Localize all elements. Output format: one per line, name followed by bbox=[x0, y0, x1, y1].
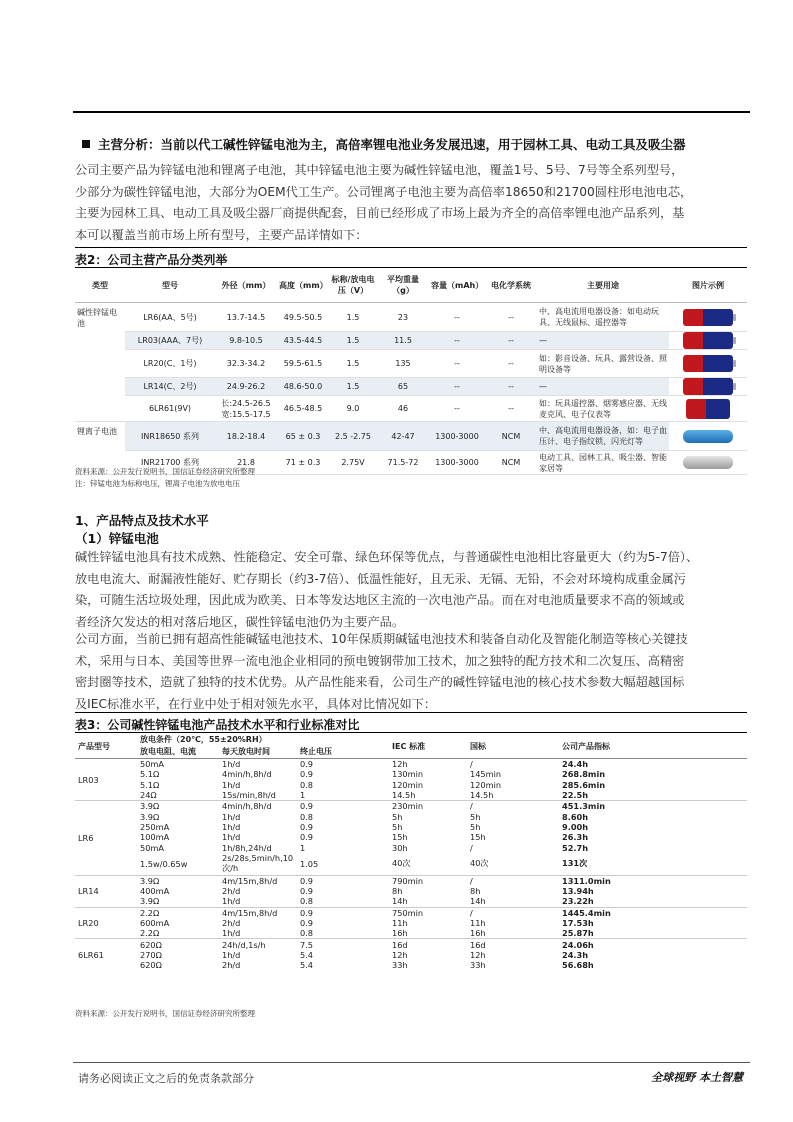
heading-text: 主营分析：当前以代工碱性锌锰电池为主，高倍率锂电池业务发展迅速，用于园林工具、电动工具及吸尘器 bbox=[98, 137, 686, 152]
endv-cell: 0.8 bbox=[300, 896, 314, 907]
footer-rule bbox=[73, 1062, 750, 1063]
dia-cell: 32.3-34.2 bbox=[215, 350, 277, 378]
time-cell: 1h/d bbox=[222, 949, 241, 960]
intro-line: 公司主要产品为锌锰电池和锂离子电池，其中锌锰电池主要为碱性锌锰电池，覆盖1号、5号、7号等全系列型号， bbox=[75, 163, 684, 177]
para-line: 碱性锌锰电池具有技术成熟、性能稳定、安全可靠、绿色环保等优点，与普通碳性电池相比容量更大（约为5-7倍）、 bbox=[75, 550, 699, 564]
volt-cell: 9.0 bbox=[329, 396, 377, 422]
table3-row bbox=[75, 875, 747, 886]
table3-caption: 表3：公司碱性锌锰电池产品技术水平和行业标准对比 bbox=[75, 718, 360, 732]
table3-row bbox=[75, 928, 747, 939]
time-cell: 1h/d bbox=[222, 832, 241, 843]
image-cell bbox=[669, 396, 747, 422]
company-cell: 24.06h bbox=[559, 939, 747, 950]
endv-cell: 0.9 bbox=[300, 918, 314, 928]
weight-cell: 11.5 bbox=[377, 332, 429, 350]
load-cell: 2.2Ω bbox=[140, 928, 160, 939]
height-cell: 71 ± 0.3 bbox=[277, 451, 329, 475]
use-cell: 电动工具、园林工具、吸尘器、智能家居等 bbox=[539, 452, 667, 473]
endv-cell: 0.8 bbox=[300, 928, 314, 939]
iec-cell: 750min bbox=[389, 907, 467, 918]
blue-cell-icon bbox=[683, 430, 733, 443]
endv-cell: 0.9 bbox=[300, 769, 314, 780]
company-cell: 22.5h bbox=[562, 790, 589, 801]
time-cell: 4min/h,8h/d bbox=[222, 769, 272, 780]
table3-row bbox=[75, 842, 747, 852]
time-cell: 2s/28s,5min/h,10次/h bbox=[222, 853, 294, 874]
col-header: 产品型号 bbox=[75, 734, 137, 759]
dia-cell: 24.9-26.2 bbox=[215, 378, 277, 396]
table2-header-row bbox=[75, 268, 747, 303]
cap-cell: -- bbox=[429, 332, 485, 350]
cap-cell: -- bbox=[429, 396, 485, 422]
company-cell: 23.22h bbox=[562, 896, 594, 907]
iec-cell: 5h bbox=[392, 811, 403, 822]
volt-cell: 2.5 -2.75 bbox=[329, 422, 377, 451]
iec-cell: 790min bbox=[389, 875, 467, 886]
model-cell: LR14(C、2号) bbox=[125, 378, 215, 396]
section-heading bbox=[82, 135, 686, 153]
endv-cell: 0.9 bbox=[297, 907, 389, 918]
gb-cell: 12h bbox=[470, 949, 486, 960]
table3-top-rule bbox=[75, 712, 747, 713]
para-line: 术，采用与日本、美国等世界一流电池企业相同的预电镀钢带加工技术，加之独特的配方技术和二次复压、高精密 bbox=[75, 653, 685, 668]
col-header: 型号 bbox=[125, 268, 215, 303]
company-cell: 131次 bbox=[562, 858, 588, 869]
paragraph-zinc bbox=[75, 547, 747, 633]
tech-comparison-table bbox=[75, 734, 747, 970]
table3-source: 资料来源：公开发行说明书，国信证券经济研究所整理 bbox=[75, 1009, 255, 1018]
chem-cell: -- bbox=[485, 303, 537, 332]
iec-cell: 5h bbox=[392, 821, 403, 832]
image-cell bbox=[669, 422, 747, 451]
weight-cell: 135 bbox=[377, 350, 429, 378]
weight-cell: 42-47 bbox=[377, 422, 429, 451]
iec-cell: 30h bbox=[392, 842, 408, 853]
red-battery-icon bbox=[683, 378, 733, 395]
model-cell: 6LR61 bbox=[75, 939, 137, 970]
col-header: 外径（mm） bbox=[215, 268, 277, 303]
use-cell: 中、高电流用电器设备：如电动玩具、无线鼠标、遥控器等 bbox=[537, 303, 669, 332]
dia-cell: 18.2-18.4 bbox=[215, 422, 277, 451]
col-header: 高度（mm） bbox=[277, 268, 329, 303]
volt-cell: 1.5 bbox=[329, 350, 377, 378]
col-header: 每天放电时间 bbox=[219, 745, 297, 758]
iec-cell: 16h bbox=[392, 928, 408, 939]
gb-cell: 14.5h bbox=[470, 790, 494, 801]
paragraph-company bbox=[75, 629, 747, 715]
load-cell: 3.9Ω bbox=[137, 801, 219, 812]
gb-cell: / bbox=[470, 842, 473, 853]
weight-cell: 23 bbox=[377, 303, 429, 332]
iec-cell: 15h bbox=[392, 832, 408, 843]
table3-row bbox=[75, 801, 747, 812]
time-cell: 15s/min,8h/d bbox=[222, 790, 276, 801]
load-cell: 24Ω bbox=[140, 790, 157, 801]
company-cell: 56.68h bbox=[562, 960, 594, 971]
endv-cell: 0.9 bbox=[300, 821, 314, 832]
company-cell: 8.60h bbox=[562, 811, 589, 822]
time-cell: 1h/d bbox=[222, 928, 241, 939]
company-cell: 52.7h bbox=[562, 842, 589, 853]
load-cell: 3.9Ω bbox=[140, 896, 160, 907]
endv-cell: 1 bbox=[300, 842, 306, 853]
table2-row bbox=[75, 422, 747, 451]
height-cell: 43.5-44.5 bbox=[277, 332, 329, 350]
intro-line: 少部分为碳性锌锰电池，大部分为OEM代工生产。公司锂离子电池主要为高倍率18650和21700圆柱形电池电芯， bbox=[75, 184, 693, 199]
table2-source: 资料来源：公开发行说明书，国信证券经济研究所整理 bbox=[75, 467, 255, 476]
table3-row bbox=[75, 939, 747, 950]
time-cell: 1h/d bbox=[222, 779, 241, 790]
height-cell: 65 ± 0.3 bbox=[277, 422, 329, 451]
footer-disclaimer: 请务必阅读正文之后的免责条款部分 bbox=[78, 1072, 254, 1085]
image-cell bbox=[669, 378, 747, 396]
table2-row bbox=[75, 303, 747, 332]
use-cell: 中、高电流用电器设备，如：电子血压计、电子指纹锁、闪光灯等 bbox=[537, 422, 669, 451]
col-header: 容量（mAh） bbox=[429, 268, 485, 303]
intro-line: 主要为园林工具、电动工具及吸尘器厂商提供配套，目前已经形成了市场上最为齐全的高倍率锂电池产品系列，基 bbox=[75, 206, 685, 220]
time-cell: 2h/d bbox=[222, 918, 241, 928]
time-cell: 1h/d bbox=[222, 821, 241, 832]
para-line: 放电电流大、耐漏液性能好、贮存期长（约3-7倍）、低温性能好，且无汞、无镉、无铅，不会对环境构成重金属污 bbox=[75, 571, 686, 586]
endv-cell: 0.9 bbox=[300, 759, 314, 770]
load-cell: 620Ω bbox=[140, 960, 162, 971]
image-cell bbox=[669, 451, 747, 475]
9v-battery-icon bbox=[686, 399, 730, 419]
company-cell: 285.6min bbox=[562, 779, 606, 790]
iec-cell: 14.5h bbox=[392, 790, 416, 801]
endv-cell: 0.9 bbox=[300, 886, 314, 897]
image-cell bbox=[669, 303, 747, 332]
model-cell: LR03(AAA、7号) bbox=[125, 332, 215, 350]
load-cell: 400mA bbox=[140, 886, 170, 897]
height-cell: 48.6-50.0 bbox=[277, 378, 329, 396]
col-header: 标称/放电电压（V） bbox=[329, 268, 377, 303]
load-cell: 600mA bbox=[140, 918, 170, 928]
product-table bbox=[75, 268, 747, 475]
use-cell: — bbox=[537, 332, 669, 350]
col-header: IEC 标准 bbox=[389, 734, 467, 759]
table2-row bbox=[75, 350, 747, 378]
gb-cell: 5h bbox=[470, 821, 481, 832]
col-header: 图片示例 bbox=[669, 268, 747, 303]
table3-row bbox=[75, 832, 747, 842]
endv-cell: 7.5 bbox=[297, 939, 389, 950]
table3-row bbox=[75, 769, 747, 779]
cap-cell: -- bbox=[429, 350, 485, 378]
table3-row bbox=[75, 780, 747, 790]
table2-row bbox=[75, 396, 747, 422]
header-rule bbox=[73, 111, 750, 113]
table3-row bbox=[75, 811, 747, 821]
table2-top-rule bbox=[75, 247, 747, 248]
load-cell: 3.9Ω bbox=[137, 875, 219, 886]
image-cell bbox=[669, 332, 747, 350]
col-header: 国标 bbox=[467, 734, 559, 759]
iec-cell: 12h bbox=[392, 949, 408, 960]
chem-cell: NCM bbox=[485, 451, 537, 475]
time-cell: 24h/d,1s/h bbox=[219, 939, 297, 950]
volt-cell: 2.75V bbox=[329, 451, 377, 475]
endv-cell: 0.8 bbox=[300, 779, 314, 790]
load-cell: 50mA bbox=[140, 759, 164, 770]
para-line: 公司方面，当前已拥有超高性能碱锰电池技术、10年保质期碱锰电池技术和装备自动化及智能化制造等核心关键技 bbox=[75, 632, 688, 646]
iec-cell: 11h bbox=[392, 918, 408, 928]
time-cell: 1h/d bbox=[222, 896, 241, 907]
table2-note: 注：锌锰电池为标称电压，锂离子电池为放电电压 bbox=[75, 479, 240, 488]
time-cell: 4min/h,8h/d bbox=[219, 801, 297, 812]
load-cell: 50mA bbox=[140, 842, 164, 853]
company-cell: 17.53h bbox=[562, 918, 594, 928]
company-cell: 24.4h bbox=[562, 759, 589, 770]
gb-cell: / bbox=[467, 907, 559, 918]
cap-cell: -- bbox=[429, 303, 485, 332]
gb-cell: 11h bbox=[470, 918, 486, 928]
model-cell: LR03 bbox=[78, 774, 99, 785]
endv-cell: 0.9 bbox=[297, 875, 389, 886]
time-cell: 1h/d bbox=[222, 759, 241, 770]
para-line: 密封圈等技术，造就了独特的技术优势。从产品性能来看，公司生产的碱性锌锰电池的核心技术参数大幅超越国标 bbox=[75, 675, 685, 689]
col-header: 平均重量（g） bbox=[377, 268, 429, 303]
gb-cell: 120min bbox=[470, 779, 502, 790]
time-cell: 4m/15m,8h/d bbox=[219, 875, 297, 886]
load-cell: 5.1Ω bbox=[140, 769, 160, 780]
col-header: 类型 bbox=[75, 268, 125, 303]
endv-cell: 0.8 bbox=[300, 811, 314, 822]
volt-cell: 1.5 bbox=[329, 378, 377, 396]
intro-paragraph bbox=[75, 160, 747, 246]
weight-cell: 65 bbox=[377, 378, 429, 396]
col-header: 电化学系统 bbox=[485, 268, 537, 303]
model-cell: 6LR61(9V) bbox=[125, 396, 215, 422]
cap-cell: 1300-3000 bbox=[429, 451, 485, 475]
gb-cell: / bbox=[470, 759, 473, 770]
table3-row bbox=[75, 907, 747, 918]
para-line: 染，可随生活垃圾处理，因此成为欧美、日本等发达地区主流的一次电池产品。而在对电池质量要求不高的领域或 bbox=[75, 593, 685, 607]
bullet-square-icon bbox=[82, 140, 90, 148]
weight-cell: 46 bbox=[377, 396, 429, 422]
height-cell: 46.5-48.5 bbox=[277, 396, 329, 422]
iec-cell: 8h bbox=[392, 886, 403, 897]
red-battery-icon bbox=[683, 355, 733, 372]
col-header: 放电条件（20℃，55±20%RH） bbox=[140, 735, 267, 745]
use-cell: — bbox=[537, 378, 669, 396]
table3-row bbox=[75, 853, 747, 876]
volt-cell: 1.5 bbox=[329, 303, 377, 332]
iec-cell: 130min bbox=[392, 769, 424, 780]
gb-cell: 33h bbox=[470, 960, 486, 971]
table3-caption-rule bbox=[75, 732, 747, 733]
height-cell: 59.5-61.5 bbox=[277, 350, 329, 378]
weight-cell: 71.5-72 bbox=[377, 451, 429, 475]
dia-cell: 长:24.5-26.5 宽:15.5-17.5 bbox=[215, 396, 277, 422]
use-cell: 如：影音设备、玩具、露营设备、照明设备等 bbox=[537, 350, 669, 378]
model-cell: LR6(AA、5号) bbox=[125, 303, 215, 332]
endv-cell: 0.9 bbox=[300, 832, 314, 843]
col-header: 公司产品指标 bbox=[559, 734, 747, 759]
load-cell: 3.9Ω bbox=[140, 811, 160, 822]
dia-cell: 13.7-14.5 bbox=[215, 303, 277, 332]
gb-cell: 15h bbox=[470, 832, 486, 843]
company-cell: 25.87h bbox=[562, 928, 594, 939]
time-cell: 1h/8h,24h/d bbox=[222, 842, 272, 853]
load-cell: 100mA bbox=[140, 832, 170, 843]
gb-cell: 16h bbox=[470, 928, 486, 939]
table3-row bbox=[75, 886, 747, 896]
height-cell: 49.5-50.5 bbox=[277, 303, 329, 332]
load-cell: 250mA bbox=[140, 821, 170, 832]
company-cell: 26.3h bbox=[562, 832, 589, 843]
table3-row bbox=[75, 822, 747, 832]
load-cell: 270Ω bbox=[140, 949, 162, 960]
table3-row bbox=[75, 918, 747, 928]
para-line: 者经济欠发达的相对落后地区，碳性锌锰电池仍为主要产品。 bbox=[75, 614, 405, 629]
model-cell: INR21700 系列 bbox=[125, 451, 215, 475]
load-cell: 5.1Ω bbox=[140, 779, 160, 790]
company-cell: 13.94h bbox=[562, 886, 594, 897]
type-cell: 碱性锌锰电池 bbox=[75, 303, 125, 422]
table3-row bbox=[75, 790, 747, 801]
load-cell: 1.5w/0.65w bbox=[140, 858, 188, 869]
col-header: 主要用途 bbox=[537, 268, 669, 303]
chem-cell: -- bbox=[485, 378, 537, 396]
gb-cell: 16d bbox=[467, 939, 559, 950]
cap-cell: 1300-3000 bbox=[429, 422, 485, 451]
endv-cell: 5.4 bbox=[300, 949, 314, 960]
cap-cell: -- bbox=[429, 378, 485, 396]
gb-cell: 8h bbox=[470, 886, 481, 897]
company-cell: 1311.0min bbox=[559, 875, 747, 886]
use-cell: 如：玩具遥控器、烟雾感应器、无线麦克风、电子仪表等 bbox=[537, 396, 669, 422]
endv-cell: 1.05 bbox=[300, 858, 319, 869]
dia-cell: 9.8-10.5 bbox=[215, 332, 277, 350]
red-battery-icon bbox=[683, 332, 733, 349]
footer-slogan: 全球视野 本土智慧 bbox=[651, 1071, 743, 1084]
model-cell: LR6 bbox=[75, 801, 137, 875]
table3-row bbox=[75, 960, 747, 970]
iec-cell: 120min bbox=[392, 779, 424, 790]
col-header: 终止电压 bbox=[297, 745, 389, 758]
dia-cell: 21.8 bbox=[215, 451, 277, 475]
table2-row bbox=[75, 378, 747, 396]
col-header: 放电电阻、电流 bbox=[137, 745, 219, 758]
model-cell: LR14 bbox=[75, 875, 137, 907]
table3-row bbox=[75, 950, 747, 960]
iec-cell: 14h bbox=[392, 896, 408, 907]
type-cell: 锂离子电池 bbox=[75, 422, 125, 475]
model-cell: LR20 bbox=[75, 907, 137, 939]
company-cell: 9.00h bbox=[562, 821, 589, 832]
gb-cell: 40次 bbox=[470, 858, 489, 869]
volt-cell: 1.5 bbox=[329, 332, 377, 350]
table3-header-row-1 bbox=[75, 734, 747, 745]
company-cell: 1445.4min bbox=[559, 907, 747, 918]
subsection-title: （1）锌锰电池 bbox=[75, 531, 159, 546]
image-cell bbox=[669, 350, 747, 378]
table2-row bbox=[75, 332, 747, 350]
company-cell: 451.3min bbox=[559, 801, 747, 812]
red-battery-icon bbox=[683, 309, 733, 326]
model-cell: INR18650 系列 bbox=[125, 422, 215, 451]
load-cell: 620Ω bbox=[137, 939, 219, 950]
endv-cell: 0.9 bbox=[297, 801, 389, 812]
intro-line: 本可以覆盖当前市场上所有型号，主要产品详情如下： bbox=[75, 227, 368, 242]
company-cell: 24.3h bbox=[562, 949, 589, 960]
chem-cell: NCM bbox=[485, 422, 537, 451]
chem-cell: -- bbox=[485, 350, 537, 378]
gb-cell: 145min bbox=[470, 769, 502, 780]
company-cell: 268.8min bbox=[562, 769, 606, 780]
gb-cell: / bbox=[467, 875, 559, 886]
model-cell: LR20(C、1号) bbox=[125, 350, 215, 378]
endv-cell: 1 bbox=[300, 790, 306, 801]
endv-cell: 5.4 bbox=[300, 960, 314, 971]
time-cell: 2h/d bbox=[222, 960, 241, 971]
gb-cell: / bbox=[467, 801, 559, 812]
chem-cell: -- bbox=[485, 396, 537, 422]
table3-row bbox=[75, 759, 747, 770]
time-cell: 1h/d bbox=[222, 811, 241, 822]
gb-cell: 14h bbox=[470, 896, 486, 907]
chem-cell: -- bbox=[485, 332, 537, 350]
load-cell: 2.2Ω bbox=[137, 907, 219, 918]
time-cell: 4m/15m,8h/d bbox=[219, 907, 297, 918]
para-line: 及IEC标准水平，在行业中处于相对领先水平，具体对比情况如下： bbox=[75, 696, 437, 711]
iec-cell: 230min bbox=[389, 801, 467, 812]
section-title: 1、产品特点及技术水平 bbox=[75, 513, 209, 528]
iec-cell: 12h bbox=[392, 759, 408, 770]
iec-cell: 33h bbox=[392, 960, 408, 971]
time-cell: 2h/d bbox=[222, 886, 241, 897]
iec-cell: 40次 bbox=[392, 858, 411, 869]
table3-row bbox=[75, 896, 747, 907]
gb-cell: 5h bbox=[470, 811, 481, 822]
table2-caption: 表2：公司主营产品分类列举 bbox=[75, 253, 228, 267]
iec-cell: 16d bbox=[389, 939, 467, 950]
silver-cell-icon bbox=[683, 456, 733, 469]
